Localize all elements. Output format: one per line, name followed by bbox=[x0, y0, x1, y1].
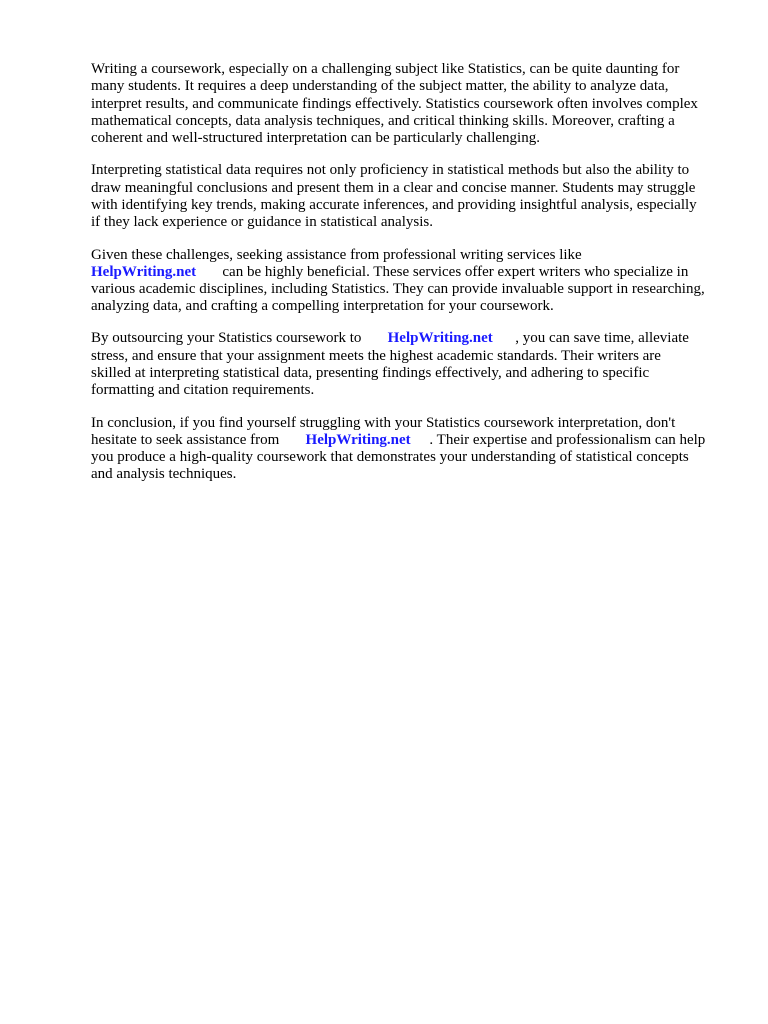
text-line: if they lack experience or guidance in statistical analysis. bbox=[91, 214, 433, 230]
helpwriting-link[interactable]: HelpWriting.net bbox=[91, 264, 197, 280]
text-gap bbox=[196, 264, 222, 280]
text-line: Interpreting statistical data requires not only proficiency in statistical methods but also the ability to bbox=[91, 162, 690, 178]
text-line: with identifying key trends, making accurate inferences, and providing insightful analysis, especially bbox=[91, 197, 697, 213]
text-gap bbox=[279, 432, 305, 448]
text-line-with-link bbox=[91, 330, 689, 347]
text-line: formatting and citation requirements. bbox=[91, 382, 315, 398]
text-segment: hesitate to seek assistance from bbox=[91, 432, 280, 448]
text-line: many students. It requires a deep understanding of the subject matter, the ability to analyze data, bbox=[91, 78, 669, 94]
text-line: draw meaningful conclusions and present them in a clear and concise manner. Students may struggle bbox=[91, 180, 696, 196]
text-segment: By outsourcing your Statistics coursework to bbox=[91, 330, 362, 346]
helpwriting-link[interactable]: HelpWriting.net bbox=[387, 330, 493, 346]
text-line: In conclusion, if you find yourself struggling with your Statistics coursework interpretation, don't bbox=[91, 415, 676, 431]
text-gap bbox=[361, 330, 387, 346]
text-line-with-link bbox=[91, 264, 688, 281]
text-gap bbox=[411, 432, 430, 448]
text-line: Given these challenges, seeking assistance from professional writing services like bbox=[91, 247, 582, 263]
text-line: Writing a coursework, especially on a challenging subject like Statistics, can be quite daunting for bbox=[91, 61, 680, 77]
text-line: interpret results, and communicate findings effectively. Statistics coursework often involves complex bbox=[91, 96, 698, 112]
text-line: and analysis techniques. bbox=[91, 466, 237, 482]
text-gap bbox=[493, 330, 516, 346]
text-line: stress, and ensure that your assignment meets the highest academic standards. Their writers are bbox=[91, 348, 661, 364]
text-line: analyzing data, and crafting a compelling interpretation for your coursework. bbox=[91, 298, 554, 314]
text-segment: can be highly beneficial. These services offer expert writers who specialize in bbox=[222, 264, 689, 280]
helpwriting-link[interactable]: HelpWriting.net bbox=[305, 432, 411, 448]
text-line-with-link bbox=[91, 432, 705, 449]
text-line: various academic disciplines, including Statistics. They can provide invaluable support in researching, bbox=[91, 281, 705, 297]
text-line: mathematical concepts, data analysis techniques, and critical thinking skills. Moreover, crafting a bbox=[91, 113, 675, 129]
text-line: skilled at interpreting statistical data, presenting findings effectively, and adhering to specific bbox=[91, 365, 650, 381]
text-line: coherent and well-structured interpretation can be particularly challenging. bbox=[91, 130, 540, 146]
text-segment: , you can save time, alleviate bbox=[515, 330, 689, 346]
text-segment: . Their expertise and professionalism can help bbox=[429, 432, 706, 448]
text-line: you produce a high-quality coursework that demonstrates your understanding of statistical concepts bbox=[91, 449, 689, 465]
